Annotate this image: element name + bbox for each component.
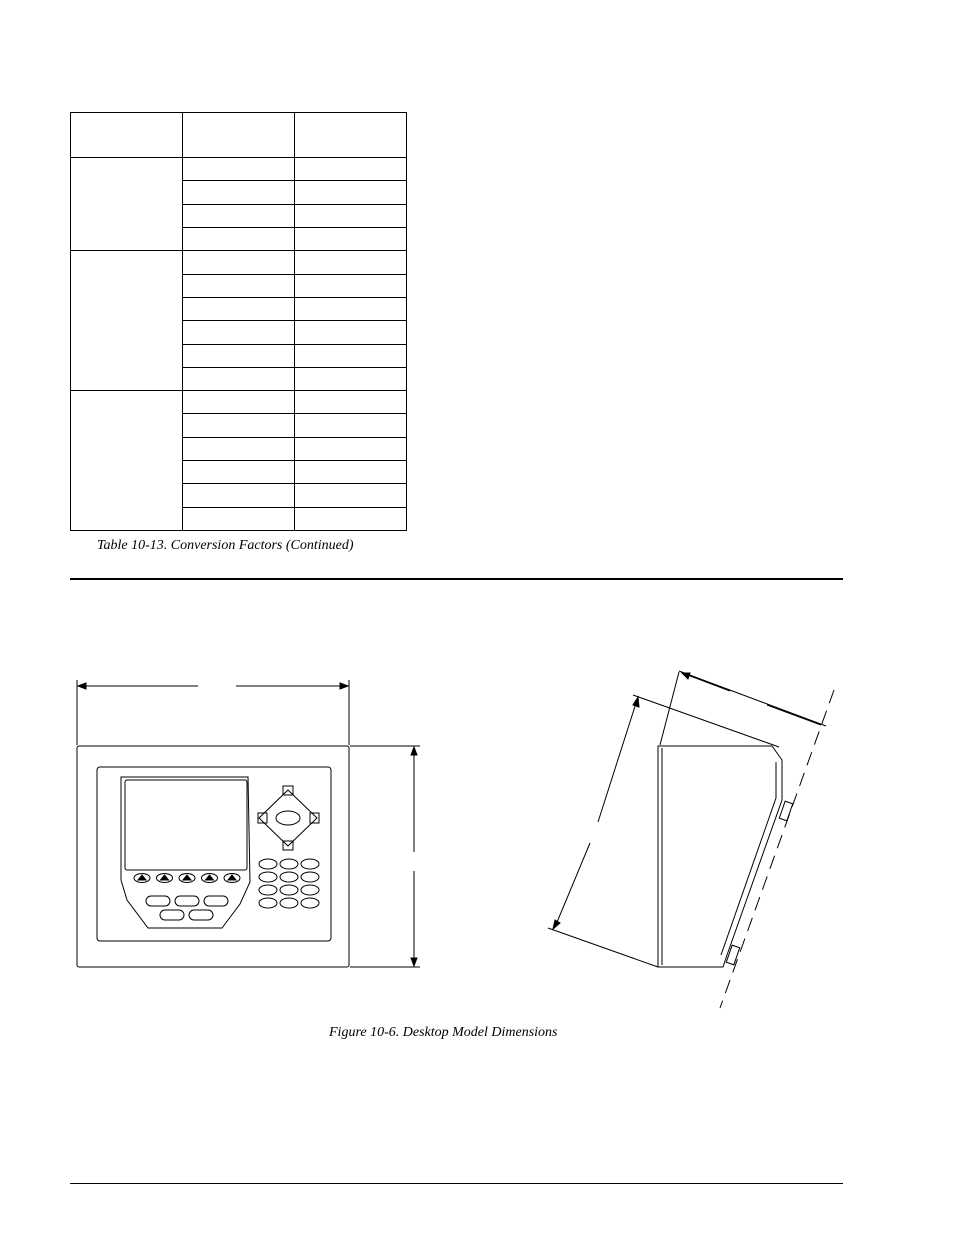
numeric-key xyxy=(301,859,319,869)
function-key xyxy=(204,896,228,906)
function-key xyxy=(175,896,199,906)
numeric-key xyxy=(301,872,319,882)
function-key-group xyxy=(146,896,228,920)
figure-caption: Figure 10-6. Desktop Model Dimensions xyxy=(329,1025,558,1040)
numeric-key xyxy=(259,898,277,908)
softkey-arrow-icon xyxy=(183,875,191,880)
rear-foot xyxy=(779,801,792,821)
overlay-outline xyxy=(121,777,250,928)
softkey-arrow-icon xyxy=(138,875,146,880)
height-dimension-line xyxy=(350,746,420,967)
numeric-key xyxy=(259,872,277,882)
function-key xyxy=(189,910,213,920)
numeric-key xyxy=(301,898,319,908)
mounting-plane-line xyxy=(720,690,834,1008)
side-housing xyxy=(658,746,782,967)
footer-rule xyxy=(70,1183,843,1184)
softkey-arrow-icon xyxy=(161,875,169,880)
softkey-row xyxy=(134,874,240,883)
numeric-key xyxy=(301,885,319,895)
numeric-key xyxy=(280,872,298,882)
front-foot xyxy=(726,945,739,965)
width-dimension-line xyxy=(77,680,349,745)
softkey-arrow-icon xyxy=(228,875,236,880)
front-panel xyxy=(97,767,331,941)
numeric-key xyxy=(280,898,298,908)
function-key xyxy=(146,896,170,906)
table-caption: Table 10-13. Conversion Factors (Continued) xyxy=(97,538,354,553)
numeric-key xyxy=(280,859,298,869)
side-view xyxy=(548,671,834,1008)
navigation-pad xyxy=(258,786,319,850)
numeric-key xyxy=(259,885,277,895)
enter-button xyxy=(276,811,300,825)
softkey-arrow-icon xyxy=(206,875,214,880)
front-housing xyxy=(77,746,349,967)
display-screen xyxy=(125,780,247,870)
numeric-keypad xyxy=(259,859,319,908)
numeric-key xyxy=(280,885,298,895)
numeric-key xyxy=(259,859,277,869)
function-key xyxy=(160,910,184,920)
